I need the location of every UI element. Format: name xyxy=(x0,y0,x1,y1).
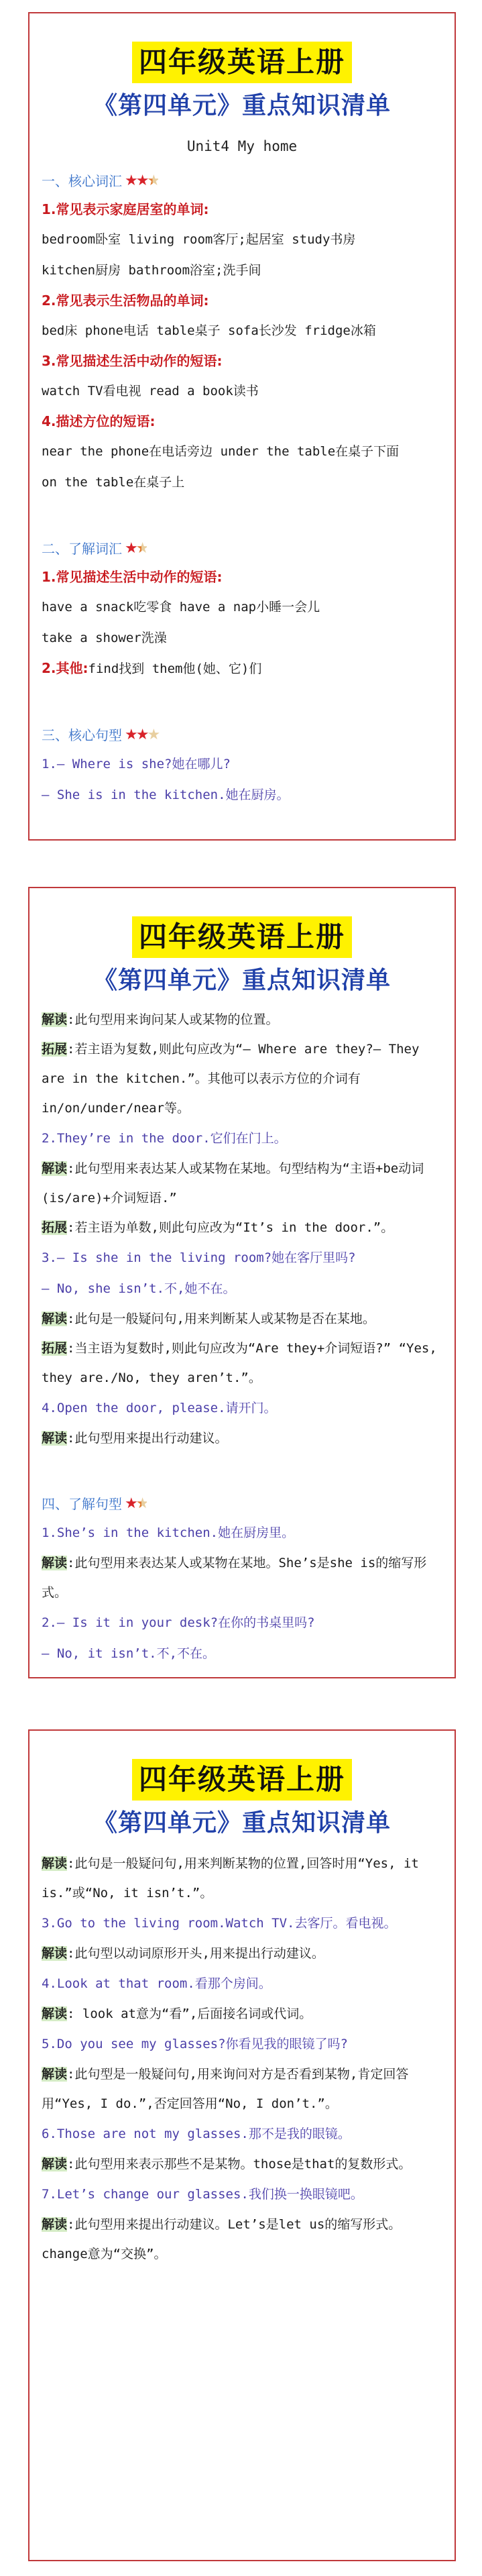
explanation-paragraph: 解读:此句型用来表达某人或某物在某地。She’s是she is的缩写形式。 xyxy=(42,1556,427,1600)
sentence-line: 2.— Is it in your desk?在你的书桌里吗? xyxy=(42,1615,315,1630)
sentence-line: 3.— Is she in the living room?她在客厅里吗? xyxy=(42,1250,356,1265)
page-1 xyxy=(28,12,456,841)
subheading: 1.常见描述生活中动作的短语: xyxy=(42,569,223,585)
subheading: 4.描述方位的短语: xyxy=(42,413,156,429)
sentence-line: 7.Let’s change our glasses.我们换一换眼镜吧。 xyxy=(42,2187,363,2202)
text-line: have a snack吃零食 have a nap小睡一会儿 xyxy=(42,600,320,614)
tuozhan-tag: 拓展 xyxy=(42,1220,68,1235)
sentence-line: 3.Go to the living room.Watch TV.去客厅。看电视。 xyxy=(42,1916,397,1931)
extension-paragraph: 拓展:若主语为单数,则此句应改为“It’s in the door.”。 xyxy=(42,1220,394,1235)
text-line: watch TV看电视 read a book读书 xyxy=(42,384,259,398)
page-title: 四年级英语上册 xyxy=(132,1759,352,1801)
page-2 xyxy=(28,887,456,1678)
page-subtitle: 《第四单元》重点知识清单 xyxy=(93,91,391,119)
sentence-line: 1.— Where is she?她在哪儿? xyxy=(42,757,231,771)
explanation-paragraph: 解读:此句型用来提出行动建议。 xyxy=(42,1431,228,1446)
jiedu-tag: 解读 xyxy=(42,1946,68,1961)
section-heading: 二、了解词汇 ★★ xyxy=(42,535,442,562)
sentence-line: 1.She’s in the kitchen.她在厨房里。 xyxy=(42,1525,295,1540)
explanation-paragraph: 解读: look at意为“看”,后面接名词或代词。 xyxy=(42,2006,312,2021)
text-line: on the table在桌子上 xyxy=(42,475,185,490)
jiedu-tag: 解读 xyxy=(42,2067,68,2082)
subheading: 1.常见表示家庭居室的单词: xyxy=(42,201,209,217)
explanation-paragraph: 解读:此句型以动词原形开头,用来提出行动建议。 xyxy=(42,1946,324,1961)
star-rating-icon: ★★★ xyxy=(125,727,159,743)
explanation-paragraph: 解读:此句是一般疑问句,用来判断某物的位置,回答时用“Yes, it is.”或“No, it isn’t.”。 xyxy=(42,1856,419,1900)
jiedu-tag: 解读 xyxy=(42,1556,68,1570)
page-3 xyxy=(28,1729,456,2561)
sentence-line: 5.Do you see my glasses?你看见我的眼镜了吗? xyxy=(42,2037,348,2051)
section-heading: 三、核心句型 ★★★ xyxy=(42,722,442,749)
text-line: take a shower洗澡 xyxy=(42,631,167,645)
page-subtitle: 《第四单元》重点知识清单 xyxy=(93,966,391,994)
text-line: bed床 phone电话 table桌子 sofa长沙发 fridge冰箱 xyxy=(42,323,376,338)
sentence-line: — No, she isn’t.不,她不在。 xyxy=(42,1281,236,1296)
star-rating-icon: ★★ xyxy=(125,540,147,557)
page-title: 四年级英语上册 xyxy=(132,42,352,83)
extension-paragraph: 拓展:若主语为复数,则此句应改为“— Where are they?— They are in the kitchen.”。其他可以表示方位的介词有in/on/under/near等。 xyxy=(42,1042,420,1116)
sentence-line: — No, it isn’t.不,不在。 xyxy=(42,1646,216,1661)
jiedu-tag: 解读 xyxy=(42,2157,68,2171)
star-rating-icon: ★★★ xyxy=(125,172,159,189)
sentence-line: 4.Look at that room.看那个房间。 xyxy=(42,1976,272,1991)
text-line: bedroom卧室 living room客厅;起居室 study书房 xyxy=(42,232,356,247)
explanation-paragraph: 解读:此句型用来询问某人或某物的位置。 xyxy=(42,1012,279,1027)
sentence-line: 2.They’re in the door.它们在门上。 xyxy=(42,1131,287,1146)
explanation-paragraph: 解读:此句型用来提出行动建议。Let’s是let us的缩写形式。change意为“交换”。 xyxy=(42,2217,402,2261)
jiedu-tag: 解读 xyxy=(42,1311,68,1326)
sentence-line: 6.Those are not my glasses.那不是我的眼镜。 xyxy=(42,2127,351,2141)
explanation-paragraph: 解读:此句型用来表示那些不是某物。those是that的复数形式。 xyxy=(42,2157,412,2171)
sentence-line: 4.Open the door, please.请开门。 xyxy=(42,1401,277,1415)
jiedu-tag: 解读 xyxy=(42,1012,68,1027)
extension-paragraph: 拓展:当主语为复数时,则此句应改为“Are they+介词短语?” “Yes, they are./No, they aren’t.”。 xyxy=(42,1341,437,1385)
page-title: 四年级英语上册 xyxy=(132,916,352,958)
text-line: kitchen厨房 bathroom浴室;洗手间 xyxy=(42,263,261,278)
section-heading: 一、核心词汇 ★★★ xyxy=(42,168,442,195)
section-heading: 四、了解句型 ★★ xyxy=(42,1491,442,1517)
explanation-paragraph: 解读:此句型是一般疑问句,用来询问对方是否看到某物,肯定回答用“Yes, I do.”,否定回答用“No, I don’t.”。 xyxy=(42,2067,409,2111)
text-line: 2.其他:find找到 them他(她、它)们 xyxy=(42,660,262,676)
jiedu-tag: 解读 xyxy=(42,2006,68,2021)
jiedu-tag: 解读 xyxy=(42,2217,68,2232)
page-subtitle: 《第四单元》重点知识清单 xyxy=(93,1809,391,1837)
sentence-line: — She is in the kitchen.她在厨房。 xyxy=(42,788,290,802)
text-line: near the phone在电话旁边 under the table在桌子下面 xyxy=(42,444,400,459)
jiedu-tag: 解读 xyxy=(42,1431,68,1446)
star-rating-icon: ★★ xyxy=(125,1495,147,1512)
tuozhan-tag: 拓展 xyxy=(42,1341,68,1356)
subheading: 3.常见描述生活中动作的短语: xyxy=(42,353,223,369)
tuozhan-tag: 拓展 xyxy=(42,1042,68,1057)
jiedu-tag: 解读 xyxy=(42,1856,68,1871)
subheading: 2.常见表示生活物品的单词: xyxy=(42,292,209,309)
explanation-paragraph: 解读:此句是一般疑问句,用来判断某人或某物是否在某地。 xyxy=(42,1311,375,1326)
explanation-paragraph: 解读:此句型用来表达某人或某物在某地。句型结构为“主语+be动词(is/are)+介词短语.” xyxy=(42,1161,424,1205)
unit-title: Unit4 My home xyxy=(186,138,298,154)
jiedu-tag: 解读 xyxy=(42,1161,68,1176)
